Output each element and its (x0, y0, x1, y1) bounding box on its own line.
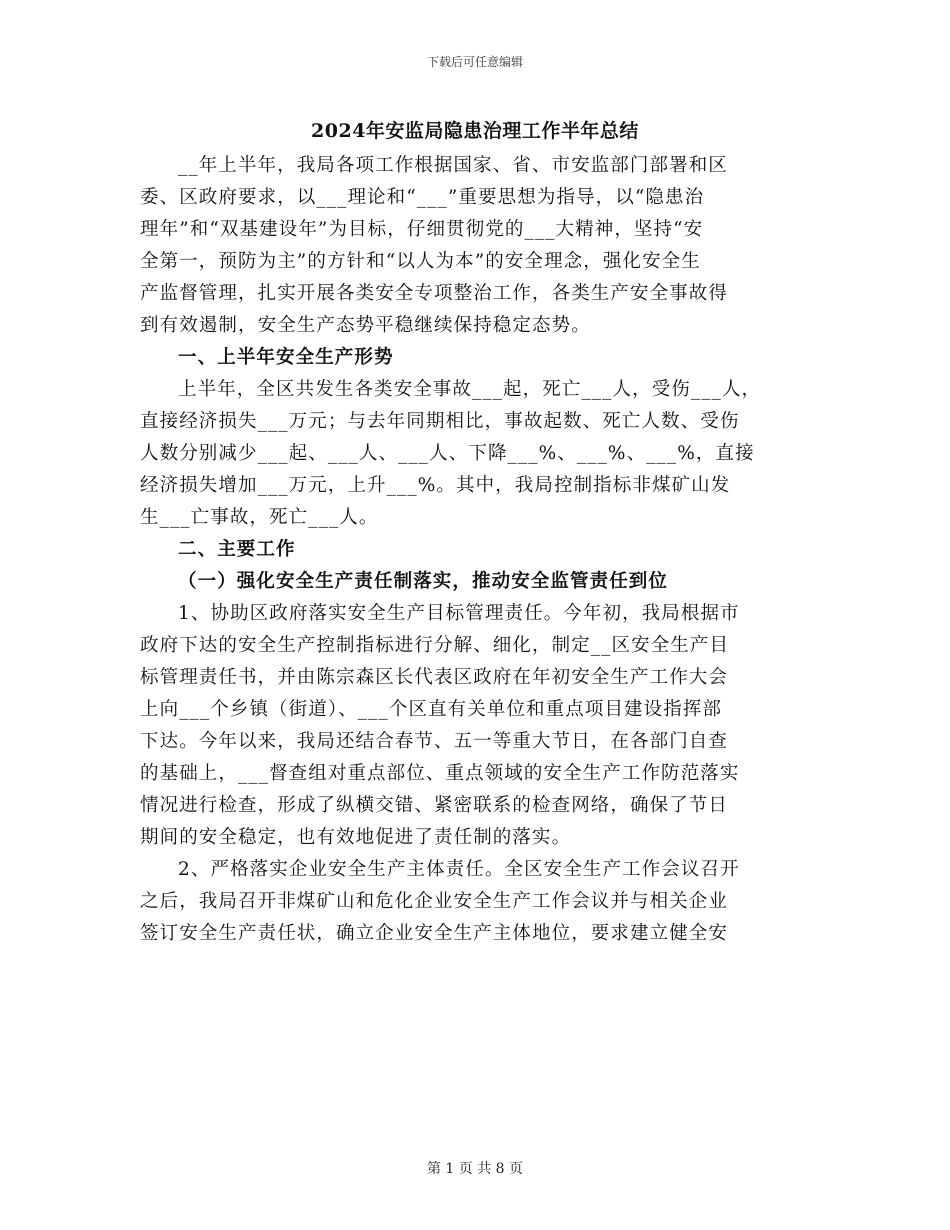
body-text-line: 1、协助区政府落实安全生产目标管理责任。今年初，我局根据市 (178, 603, 740, 624)
section-heading: 二、主要工作 (178, 539, 296, 560)
body-text-line: 委、区政府要求，以___理论和“___”重要思想为指导，以“隐患治 (140, 187, 705, 208)
page-number: 第 1 页 共 8 页 (426, 1161, 524, 1177)
body-text-line: 上半年，全区共发生各类安全事故___起，死亡___人，受伤___人， (178, 379, 762, 400)
document-title: 2024年安监局隐患治理工作半年总结 (311, 120, 639, 142)
body-text-line: 上向___个乡镇（街道）、___个区直有关单位和重点项目建设指挥部 (140, 699, 723, 720)
body-text-line: 产监督管理，扎实开展各类安全专项整治工作，各类生产安全事故得 (140, 283, 729, 304)
body-text-line: 期间的安全稳定，也有效地促进了责任制的落实。 (140, 827, 572, 848)
page-header-note: 下载后可任意编辑 (426, 55, 523, 69)
section-heading: 一、上半年安全生产形势 (178, 347, 394, 368)
body-text-line: 到有效遏制，安全生产态势平稳继续保持稳定态势。 (140, 315, 591, 336)
body-text-line: 全第一，预防为主”的方针和“以人为本”的安全理念，强化安全生 (140, 251, 701, 272)
body-text-line: 标管理责任书，并由陈宗森区长代表区政府在年初安全生产工作大会 (140, 667, 729, 688)
body-text-line: 经济损失增加___万元，上升___%。其中，我局控制指标非煤矿山发 (140, 475, 731, 496)
body-text-line: 的基础上，___督查组对重点部位、重点领域的安全生产工作防范落实 (140, 763, 740, 784)
body-text-line: 情况进行检查，形成了纵横交错、紧密联系的检查网络，确保了节日 (140, 795, 729, 816)
body-text-line: 2、严格落实企业安全生产主体责任。全区安全生产工作会议召开 (178, 859, 740, 880)
section-heading: （一）强化安全生产责任制落实，推动安全监管责任到位 (178, 571, 669, 592)
body-text-line: 人数分别减少___起、___人、___人、下降___%、___%、___%，直接 (140, 443, 755, 464)
body-text-line: 签订安全生产责任状，确立企业安全生产主体地位，要求建立健全安 (140, 923, 729, 944)
body-text-line: 下达。今年以来，我局还结合春节、五一等重大节日，在各部门自查 (140, 731, 729, 752)
body-text-line: 理年”和“双基建设年”为目标，仔细贯彻党的___大精神，坚持“安 (140, 219, 704, 240)
body-text-line: 直接经济损失___万元；与去年同期相比，事故起数、死亡人数、受伤 (140, 411, 740, 432)
body-text-line: 政府下达的安全生产控制指标进行分解、细化，制定__区安全生产目 (140, 635, 730, 656)
body-text-line: __年上半年，我局各项工作根据国家、省、市安监部门部署和区 (178, 155, 728, 176)
body-text-line: 生___亡事故，死亡___人。 (140, 507, 379, 528)
document-body (140, 150, 830, 950)
body-text-line: 之后，我局召开非煤矿山和危化企业安全生产工作会议并与相关企业 (140, 891, 729, 912)
